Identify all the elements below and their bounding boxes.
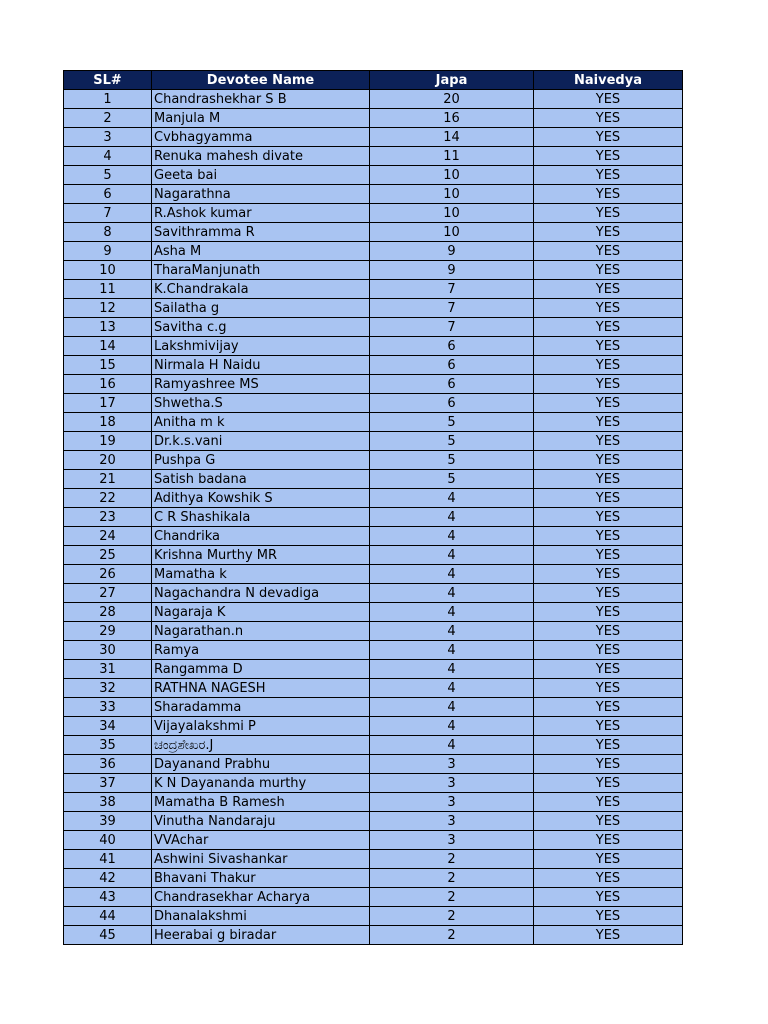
cell-naivedya: YES bbox=[534, 888, 683, 907]
cell-japa: 9 bbox=[370, 242, 534, 261]
cell-devotee-name: Nagachandra N devadiga bbox=[152, 584, 370, 603]
cell-japa: 4 bbox=[370, 584, 534, 603]
cell-naivedya: YES bbox=[534, 660, 683, 679]
table-row bbox=[64, 299, 683, 318]
cell-sl: 10 bbox=[64, 261, 152, 280]
cell-sl: 44 bbox=[64, 907, 152, 926]
cell-devotee-name: Heerabai g biradar bbox=[152, 926, 370, 945]
cell-sl: 42 bbox=[64, 869, 152, 888]
cell-naivedya: YES bbox=[534, 698, 683, 717]
cell-japa: 6 bbox=[370, 375, 534, 394]
cell-sl: 1 bbox=[64, 90, 152, 109]
cell-japa: 4 bbox=[370, 546, 534, 565]
table-row bbox=[64, 470, 683, 489]
cell-naivedya: YES bbox=[534, 147, 683, 166]
cell-sl: 27 bbox=[64, 584, 152, 603]
table-body bbox=[64, 90, 683, 945]
cell-devotee-name: RATHNA NAGESH bbox=[152, 679, 370, 698]
cell-japa: 4 bbox=[370, 641, 534, 660]
cell-japa: 3 bbox=[370, 831, 534, 850]
cell-devotee-name: C R Shashikala bbox=[152, 508, 370, 527]
cell-devotee-name: Nagarathan.n bbox=[152, 622, 370, 641]
table-row bbox=[64, 204, 683, 223]
table-row bbox=[64, 185, 683, 204]
cell-naivedya: YES bbox=[534, 470, 683, 489]
table-row bbox=[64, 565, 683, 584]
table-row bbox=[64, 546, 683, 565]
cell-sl: 9 bbox=[64, 242, 152, 261]
cell-devotee-name: TharaManjunath bbox=[152, 261, 370, 280]
cell-devotee-name: Sharadamma bbox=[152, 698, 370, 717]
table-row bbox=[64, 622, 683, 641]
cell-naivedya: YES bbox=[534, 793, 683, 812]
cell-japa: 4 bbox=[370, 698, 534, 717]
cell-sl: 39 bbox=[64, 812, 152, 831]
cell-devotee-name: Dr.k.s.vani bbox=[152, 432, 370, 451]
table-row bbox=[64, 109, 683, 128]
cell-japa: 4 bbox=[370, 622, 534, 641]
table-header-row bbox=[64, 71, 683, 90]
cell-devotee-name: Adithya Kowshik S bbox=[152, 489, 370, 508]
cell-japa: 6 bbox=[370, 337, 534, 356]
cell-devotee-name: Nagarathna bbox=[152, 185, 370, 204]
cell-naivedya: YES bbox=[534, 508, 683, 527]
cell-japa: 4 bbox=[370, 489, 534, 508]
table-row bbox=[64, 679, 683, 698]
cell-devotee-name: Sailatha g bbox=[152, 299, 370, 318]
cell-sl: 17 bbox=[64, 394, 152, 413]
table-row bbox=[64, 869, 683, 888]
cell-sl: 2 bbox=[64, 109, 152, 128]
cell-japa: 2 bbox=[370, 926, 534, 945]
cell-sl: 24 bbox=[64, 527, 152, 546]
cell-naivedya: YES bbox=[534, 299, 683, 318]
cell-devotee-name: Dhanalakshmi bbox=[152, 907, 370, 926]
cell-sl: 41 bbox=[64, 850, 152, 869]
cell-naivedya: YES bbox=[534, 812, 683, 831]
cell-naivedya: YES bbox=[534, 166, 683, 185]
cell-naivedya: YES bbox=[534, 337, 683, 356]
table-row bbox=[64, 603, 683, 622]
cell-devotee-name: Manjula M bbox=[152, 109, 370, 128]
table-row bbox=[64, 432, 683, 451]
table-row bbox=[64, 736, 683, 755]
cell-japa: 3 bbox=[370, 755, 534, 774]
cell-devotee-name: Nagaraja K bbox=[152, 603, 370, 622]
cell-sl: 28 bbox=[64, 603, 152, 622]
table-row bbox=[64, 223, 683, 242]
cell-devotee-name: Pushpa G bbox=[152, 451, 370, 470]
cell-naivedya: YES bbox=[534, 622, 683, 641]
cell-sl: 6 bbox=[64, 185, 152, 204]
cell-japa: 2 bbox=[370, 869, 534, 888]
cell-japa: 4 bbox=[370, 527, 534, 546]
cell-naivedya: YES bbox=[534, 375, 683, 394]
cell-japa: 4 bbox=[370, 679, 534, 698]
cell-naivedya: YES bbox=[534, 451, 683, 470]
cell-naivedya: YES bbox=[534, 546, 683, 565]
cell-japa: 4 bbox=[370, 603, 534, 622]
cell-japa: 6 bbox=[370, 356, 534, 375]
table-row bbox=[64, 318, 683, 337]
cell-japa: 10 bbox=[370, 185, 534, 204]
cell-naivedya: YES bbox=[534, 280, 683, 299]
table-row bbox=[64, 337, 683, 356]
cell-sl: 5 bbox=[64, 166, 152, 185]
table-row bbox=[64, 850, 683, 869]
cell-naivedya: YES bbox=[534, 261, 683, 280]
cell-japa: 2 bbox=[370, 850, 534, 869]
cell-devotee-name: Rangamma D bbox=[152, 660, 370, 679]
cell-devotee-name: Mamatha k bbox=[152, 565, 370, 584]
column-header-japa: Japa bbox=[370, 71, 534, 90]
cell-naivedya: YES bbox=[534, 242, 683, 261]
cell-japa: 4 bbox=[370, 660, 534, 679]
table-row bbox=[64, 698, 683, 717]
cell-naivedya: YES bbox=[534, 565, 683, 584]
table-row bbox=[64, 888, 683, 907]
cell-sl: 8 bbox=[64, 223, 152, 242]
cell-naivedya: YES bbox=[534, 223, 683, 242]
cell-naivedya: YES bbox=[534, 318, 683, 337]
cell-devotee-name: Vijayalakshmi P bbox=[152, 717, 370, 736]
cell-sl: 7 bbox=[64, 204, 152, 223]
cell-naivedya: YES bbox=[534, 717, 683, 736]
cell-devotee-name: Anitha m k bbox=[152, 413, 370, 432]
cell-japa: 2 bbox=[370, 888, 534, 907]
table-row bbox=[64, 812, 683, 831]
table-row bbox=[64, 717, 683, 736]
cell-japa: 4 bbox=[370, 565, 534, 584]
cell-naivedya: YES bbox=[534, 584, 683, 603]
cell-japa: 7 bbox=[370, 299, 534, 318]
table-row bbox=[64, 831, 683, 850]
cell-naivedya: YES bbox=[534, 736, 683, 755]
cell-japa: 4 bbox=[370, 736, 534, 755]
cell-devotee-name: Geeta bai bbox=[152, 166, 370, 185]
cell-devotee-name: Satish badana bbox=[152, 470, 370, 489]
cell-sl: 26 bbox=[64, 565, 152, 584]
cell-sl: 13 bbox=[64, 318, 152, 337]
cell-naivedya: YES bbox=[534, 926, 683, 945]
cell-naivedya: YES bbox=[534, 641, 683, 660]
cell-sl: 23 bbox=[64, 508, 152, 527]
cell-devotee-name: Shwetha.S bbox=[152, 394, 370, 413]
cell-japa: 14 bbox=[370, 128, 534, 147]
table-row bbox=[64, 261, 683, 280]
cell-devotee-name: Chandrika bbox=[152, 527, 370, 546]
cell-devotee-name: Renuka mahesh divate bbox=[152, 147, 370, 166]
cell-sl: 45 bbox=[64, 926, 152, 945]
cell-naivedya: YES bbox=[534, 489, 683, 508]
table-row bbox=[64, 641, 683, 660]
cell-naivedya: YES bbox=[534, 755, 683, 774]
table-row bbox=[64, 907, 683, 926]
cell-devotee-name: Asha M bbox=[152, 242, 370, 261]
cell-naivedya: YES bbox=[534, 109, 683, 128]
table-row bbox=[64, 394, 683, 413]
cell-devotee-name: Vinutha Nandaraju bbox=[152, 812, 370, 831]
cell-sl: 40 bbox=[64, 831, 152, 850]
cell-sl: 15 bbox=[64, 356, 152, 375]
table-row bbox=[64, 489, 683, 508]
cell-devotee-name: Savitha c.g bbox=[152, 318, 370, 337]
cell-devotee-name: Lakshmivijay bbox=[152, 337, 370, 356]
cell-sl: 29 bbox=[64, 622, 152, 641]
cell-sl: 18 bbox=[64, 413, 152, 432]
cell-devotee-name: Ashwini Sivashankar bbox=[152, 850, 370, 869]
cell-sl: 38 bbox=[64, 793, 152, 812]
cell-sl: 4 bbox=[64, 147, 152, 166]
cell-japa: 3 bbox=[370, 812, 534, 831]
cell-devotee-name: Ramya bbox=[152, 641, 370, 660]
table-row bbox=[64, 793, 683, 812]
table-row bbox=[64, 451, 683, 470]
cell-naivedya: YES bbox=[534, 128, 683, 147]
table-row bbox=[64, 166, 683, 185]
cell-japa: 5 bbox=[370, 470, 534, 489]
table-row bbox=[64, 774, 683, 793]
cell-japa: 2 bbox=[370, 907, 534, 926]
cell-naivedya: YES bbox=[534, 603, 683, 622]
cell-devotee-name: Nirmala H Naidu bbox=[152, 356, 370, 375]
table-row bbox=[64, 242, 683, 261]
cell-japa: 4 bbox=[370, 508, 534, 527]
table-row bbox=[64, 147, 683, 166]
table-row bbox=[64, 660, 683, 679]
cell-devotee-name: Savithramma R bbox=[152, 223, 370, 242]
cell-sl: 19 bbox=[64, 432, 152, 451]
cell-sl: 37 bbox=[64, 774, 152, 793]
cell-sl: 36 bbox=[64, 755, 152, 774]
cell-devotee-name: Bhavani Thakur bbox=[152, 869, 370, 888]
cell-sl: 20 bbox=[64, 451, 152, 470]
table-row bbox=[64, 90, 683, 109]
cell-sl: 25 bbox=[64, 546, 152, 565]
cell-japa: 3 bbox=[370, 774, 534, 793]
column-header-naivedya: Naivedya bbox=[534, 71, 683, 90]
cell-sl: 16 bbox=[64, 375, 152, 394]
cell-sl: 32 bbox=[64, 679, 152, 698]
table-row bbox=[64, 527, 683, 546]
cell-japa: 4 bbox=[370, 717, 534, 736]
cell-sl: 31 bbox=[64, 660, 152, 679]
cell-naivedya: YES bbox=[534, 850, 683, 869]
cell-sl: 33 bbox=[64, 698, 152, 717]
cell-devotee-name: K.Chandrakala bbox=[152, 280, 370, 299]
cell-naivedya: YES bbox=[534, 907, 683, 926]
cell-naivedya: YES bbox=[534, 527, 683, 546]
table-row bbox=[64, 280, 683, 299]
cell-japa: 3 bbox=[370, 793, 534, 812]
cell-naivedya: YES bbox=[534, 831, 683, 850]
table-row bbox=[64, 584, 683, 603]
cell-japa: 16 bbox=[370, 109, 534, 128]
cell-devotee-name: Cvbhagyamma bbox=[152, 128, 370, 147]
cell-sl: 22 bbox=[64, 489, 152, 508]
cell-sl: 21 bbox=[64, 470, 152, 489]
cell-devotee-name: Chandrasekhar Acharya bbox=[152, 888, 370, 907]
cell-sl: 35 bbox=[64, 736, 152, 755]
cell-japa: 10 bbox=[370, 166, 534, 185]
column-header-sl: SL# bbox=[64, 71, 152, 90]
cell-japa: 9 bbox=[370, 261, 534, 280]
cell-japa: 7 bbox=[370, 318, 534, 337]
cell-naivedya: YES bbox=[534, 204, 683, 223]
cell-devotee-name: Dayanand Prabhu bbox=[152, 755, 370, 774]
cell-devotee-name: ಚಂದ್ರಶೇಖರ.J bbox=[152, 736, 370, 755]
cell-devotee-name: Krishna Murthy MR bbox=[152, 546, 370, 565]
cell-sl: 11 bbox=[64, 280, 152, 299]
cell-sl: 34 bbox=[64, 717, 152, 736]
table-row bbox=[64, 926, 683, 945]
cell-naivedya: YES bbox=[534, 869, 683, 888]
cell-naivedya: YES bbox=[534, 413, 683, 432]
cell-japa: 20 bbox=[370, 90, 534, 109]
cell-japa: 5 bbox=[370, 432, 534, 451]
cell-devotee-name: Chandrashekhar S B bbox=[152, 90, 370, 109]
cell-devotee-name: R.Ashok kumar bbox=[152, 204, 370, 223]
cell-japa: 10 bbox=[370, 223, 534, 242]
cell-devotee-name: Ramyashree MS bbox=[152, 375, 370, 394]
cell-sl: 3 bbox=[64, 128, 152, 147]
cell-japa: 11 bbox=[370, 147, 534, 166]
table-row bbox=[64, 755, 683, 774]
table-row bbox=[64, 413, 683, 432]
cell-devotee-name: Mamatha B Ramesh bbox=[152, 793, 370, 812]
cell-naivedya: YES bbox=[534, 394, 683, 413]
table-row bbox=[64, 128, 683, 147]
cell-devotee-name: K N Dayananda murthy bbox=[152, 774, 370, 793]
cell-japa: 7 bbox=[370, 280, 534, 299]
cell-naivedya: YES bbox=[534, 90, 683, 109]
cell-naivedya: YES bbox=[534, 432, 683, 451]
cell-naivedya: YES bbox=[534, 356, 683, 375]
cell-sl: 43 bbox=[64, 888, 152, 907]
cell-japa: 5 bbox=[370, 451, 534, 470]
table-row bbox=[64, 508, 683, 527]
cell-japa: 5 bbox=[370, 413, 534, 432]
cell-sl: 14 bbox=[64, 337, 152, 356]
cell-japa: 10 bbox=[370, 204, 534, 223]
cell-devotee-name: VVAchar bbox=[152, 831, 370, 850]
table-row bbox=[64, 356, 683, 375]
table-row bbox=[64, 375, 683, 394]
cell-sl: 30 bbox=[64, 641, 152, 660]
cell-naivedya: YES bbox=[534, 774, 683, 793]
column-header-devotee-name: Devotee Name bbox=[152, 71, 370, 90]
cell-naivedya: YES bbox=[534, 185, 683, 204]
cell-sl: 12 bbox=[64, 299, 152, 318]
cell-japa: 6 bbox=[370, 394, 534, 413]
cell-naivedya: YES bbox=[534, 679, 683, 698]
devotee-table bbox=[63, 70, 683, 945]
